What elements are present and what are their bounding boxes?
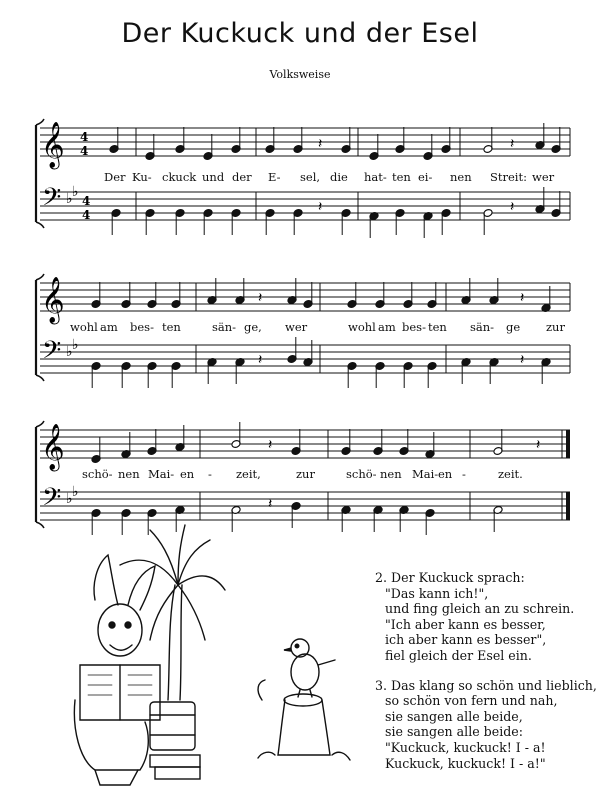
lyric-syllable: die xyxy=(330,170,348,184)
lyric-syllable: zeit, xyxy=(236,467,261,481)
lyric-syllable: ten xyxy=(162,320,181,334)
lyric-syllable: hat- xyxy=(364,170,387,184)
svg-text:♭: ♭ xyxy=(66,191,73,207)
svg-text:4: 4 xyxy=(80,130,89,144)
lyric-syllable: ten xyxy=(392,170,411,184)
lyric-syllable: - xyxy=(462,467,466,481)
svg-text:♭: ♭ xyxy=(72,484,79,500)
lyric-syllable: nen xyxy=(450,170,472,184)
song-title: Der Kuckuck und der Esel xyxy=(121,18,479,49)
verse-line: und fing gleich an zu schrein. xyxy=(385,601,575,617)
lyric-syllable: nen xyxy=(118,467,140,481)
quarter-rest: 𝄽 xyxy=(318,136,323,152)
lyric-syllable: Streit: xyxy=(490,170,527,184)
treble-clef-icon: 𝄞 xyxy=(41,122,65,168)
verse-2 xyxy=(375,570,595,664)
verse-3 xyxy=(375,678,595,772)
lyric-syllable: ckuck xyxy=(162,170,197,184)
lyric-syllable: sän- xyxy=(470,320,495,334)
lyric-syllable: sel, xyxy=(300,170,321,184)
svg-text:♭: ♭ xyxy=(72,184,79,200)
lyric-syllable: zeit. xyxy=(498,467,523,481)
lyric-syllable: wohl xyxy=(348,320,376,334)
quarter-rest: 𝄽 xyxy=(520,352,525,368)
donkey-illustration xyxy=(74,525,225,785)
lyric-syllable: zur xyxy=(296,467,315,481)
svg-text:4: 4 xyxy=(80,144,89,158)
svg-text:♭: ♭ xyxy=(66,344,73,360)
verse-line: fiel gleich der Esel ein. xyxy=(385,647,532,663)
lyric-syllable: ei- xyxy=(418,170,433,184)
quarter-rest: 𝄽 xyxy=(318,199,323,215)
treble-clef-icon: 𝄞 xyxy=(41,424,65,470)
lyric-syllable: bes- xyxy=(130,320,154,334)
verse-line: sie sangen alle beide: xyxy=(385,724,523,740)
verse-line: Kuckuck, kuckuck! I - a!" xyxy=(385,755,546,771)
bird-illustration xyxy=(258,639,350,760)
verse-line: sie sangen alle beide, xyxy=(385,708,523,724)
svg-text:4: 4 xyxy=(82,208,91,222)
lyric-syllable: ge xyxy=(506,320,521,334)
lyric-syllable: Mai- xyxy=(412,467,439,481)
quarter-rest: 𝄽 xyxy=(536,437,541,453)
quarter-rest: 𝄽 xyxy=(510,199,515,215)
lyric-syllable: der xyxy=(232,170,252,184)
lyrics-line-2 xyxy=(70,320,565,334)
lyrics-line-1 xyxy=(104,170,555,184)
lyrics-line-3 xyxy=(82,467,523,481)
bass-clef-icon: 𝄢 xyxy=(42,183,62,218)
lyric-syllable: wer xyxy=(532,170,555,184)
verses-block xyxy=(375,570,595,785)
quarter-rest: 𝄽 xyxy=(258,352,263,368)
verse-line: so schön von fern und nah, xyxy=(385,693,558,709)
lyric-syllable: schö- xyxy=(346,467,377,481)
svg-text:♭: ♭ xyxy=(72,337,79,353)
lyric-syllable: en xyxy=(438,467,453,481)
quarter-rest: 𝄽 xyxy=(510,136,515,152)
verse-line: 2. Der Kuckuck sprach: xyxy=(375,570,525,585)
lyric-syllable: sän- xyxy=(212,320,237,334)
lyric-syllable: und xyxy=(202,170,225,184)
composer-credit: Volksweise xyxy=(269,68,331,81)
verse-line: "Kuckuck, kuckuck! I - a! xyxy=(385,739,546,755)
verse-line: "Ich aber kann es besser, xyxy=(385,616,546,632)
lyric-syllable: am xyxy=(378,320,396,334)
lyric-syllable: schö- xyxy=(82,467,113,481)
quarter-rest: 𝄽 xyxy=(520,290,525,306)
verse-line: 3. Das klang so schön und lieblich, xyxy=(375,677,597,693)
lyric-syllable: Der xyxy=(104,170,126,184)
lyric-syllable: nen xyxy=(380,467,402,481)
lyric-syllable: ten xyxy=(428,320,447,334)
lyric-syllable: bes- xyxy=(402,320,426,334)
lyric-syllable: ge, xyxy=(244,320,262,334)
lyric-syllable: Mai- xyxy=(148,467,175,481)
lyric-syllable: wohl xyxy=(70,320,98,334)
treble-clef-icon: 𝄞 xyxy=(41,277,65,323)
verse-line: ich aber kann es besser", xyxy=(385,632,547,648)
lyric-syllable: am xyxy=(100,320,118,334)
lyric-syllable: - xyxy=(208,467,212,481)
bass-clef-icon: 𝄢 xyxy=(42,336,62,371)
quarter-rest: 𝄽 xyxy=(258,290,263,306)
lyric-syllable: wer xyxy=(285,320,308,334)
quarter-rest: 𝄽 xyxy=(268,437,273,453)
bass-clef-icon: 𝄢 xyxy=(42,483,62,518)
svg-text:♭: ♭ xyxy=(66,491,73,507)
svg-text:4: 4 xyxy=(82,194,91,208)
lyric-syllable: Ku- xyxy=(132,170,152,184)
lyric-syllable: zur xyxy=(546,320,565,334)
lyric-syllable: en xyxy=(180,467,195,481)
lyric-syllable: E- xyxy=(268,170,281,184)
verse-line: "Das kann ich!", xyxy=(385,585,489,601)
quarter-rest: 𝄽 xyxy=(268,496,273,512)
